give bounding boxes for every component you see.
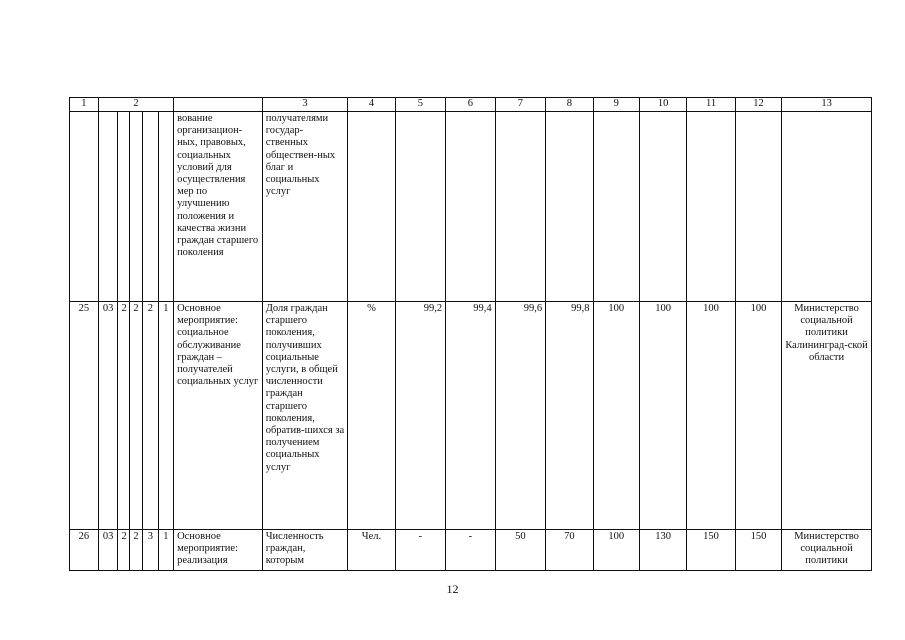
code-part-2: 2 <box>118 302 129 530</box>
value-col-12 <box>687 112 735 302</box>
value-col-7: - <box>446 530 495 571</box>
indicators-table <box>69 97 872 571</box>
value-col-13 <box>735 112 781 302</box>
value-col-8: 50 <box>495 530 546 571</box>
code-part-4: 3 <box>143 530 158 571</box>
page-number: 12 <box>446 582 459 596</box>
table-row <box>70 112 872 302</box>
row-number <box>70 112 99 302</box>
header-cell-8: 8 <box>546 98 593 112</box>
header-cell-12: 12 <box>735 98 781 112</box>
indicator-name: получателями государ-ственных обществен-ных благ и социальных услуг <box>262 112 348 302</box>
header-cell-3: 3 <box>262 98 348 112</box>
code-part-5: 1 <box>158 302 173 530</box>
value-col-12: 100 <box>687 302 735 530</box>
header-cell-13: 13 <box>782 98 872 112</box>
header-cell-6: 6 <box>446 98 495 112</box>
value-col-8 <box>495 112 546 302</box>
value-col-7 <box>446 112 495 302</box>
header-cell-5: 5 <box>395 98 446 112</box>
responsible-executor <box>782 112 872 302</box>
header-cell-11: 11 <box>687 98 735 112</box>
header-cell-1: 1 <box>70 98 99 112</box>
value-col-8: 99,6 <box>495 302 546 530</box>
value-col-11: 130 <box>639 530 686 571</box>
value-col-6: 99,2 <box>395 302 446 530</box>
code-part-1 <box>98 112 118 302</box>
header-row <box>70 98 872 112</box>
code-part-3: 2 <box>129 530 142 571</box>
value-col-12: 150 <box>687 530 735 571</box>
value-col-11 <box>639 112 686 302</box>
value-col-10 <box>593 112 639 302</box>
value-col-10: 100 <box>593 530 639 571</box>
value-col-9 <box>546 112 593 302</box>
responsible-executor: Министерство социальной политики Калининград-ской области <box>782 302 872 530</box>
code-part-2 <box>118 112 129 302</box>
header-cell-10: 10 <box>639 98 686 112</box>
unit: Чел. <box>348 530 395 571</box>
header-cell-9: 9 <box>593 98 639 112</box>
value-col-6: - <box>395 530 446 571</box>
value-col-11: 100 <box>639 302 686 530</box>
code-part-3 <box>129 112 142 302</box>
code-part-4 <box>143 112 158 302</box>
value-col-6 <box>395 112 446 302</box>
value-col-13: 150 <box>735 530 781 571</box>
value-col-10: 100 <box>593 302 639 530</box>
code-part-1: 03 <box>98 302 118 530</box>
activity-description: Основное мероприятие: реализация <box>174 530 263 571</box>
activity-description: вование организацион-ных, правовых, социальных условий для осуществления мер по улучшению положения и качества жизни граждан старшего поколения <box>174 112 263 302</box>
responsible-executor: Министерство социальной политики <box>782 530 872 571</box>
header-cell-7: 7 <box>495 98 546 112</box>
value-col-9: 99,8 <box>546 302 593 530</box>
row-number: 25 <box>70 302 99 530</box>
unit: % <box>348 302 395 530</box>
activity-description: Основное мероприятие: социальное обслуживание граждан – получателей социальных услуг <box>174 302 263 530</box>
indicator-name: Доля граждан старшего поколения, получивших социальные услуги, в общей численности граждан старшего поколения, обратив-шихся за получением социальных услуг <box>262 302 348 530</box>
code-part-1: 03 <box>98 530 118 571</box>
unit <box>348 112 395 302</box>
value-col-9: 70 <box>546 530 593 571</box>
header-cell-4: 4 <box>348 98 395 112</box>
indicator-name: Численность граждан, которым <box>262 530 348 571</box>
code-part-4: 2 <box>143 302 158 530</box>
header-cell-2: 2 <box>98 98 173 112</box>
row-number: 26 <box>70 530 99 571</box>
table-row <box>70 302 872 530</box>
value-col-13: 100 <box>735 302 781 530</box>
code-part-3: 2 <box>129 302 142 530</box>
header-cell-blank <box>174 98 263 112</box>
code-part-5: 1 <box>158 530 173 571</box>
code-part-5 <box>158 112 173 302</box>
code-part-2: 2 <box>118 530 129 571</box>
value-col-7: 99,4 <box>446 302 495 530</box>
table-row <box>70 530 872 571</box>
